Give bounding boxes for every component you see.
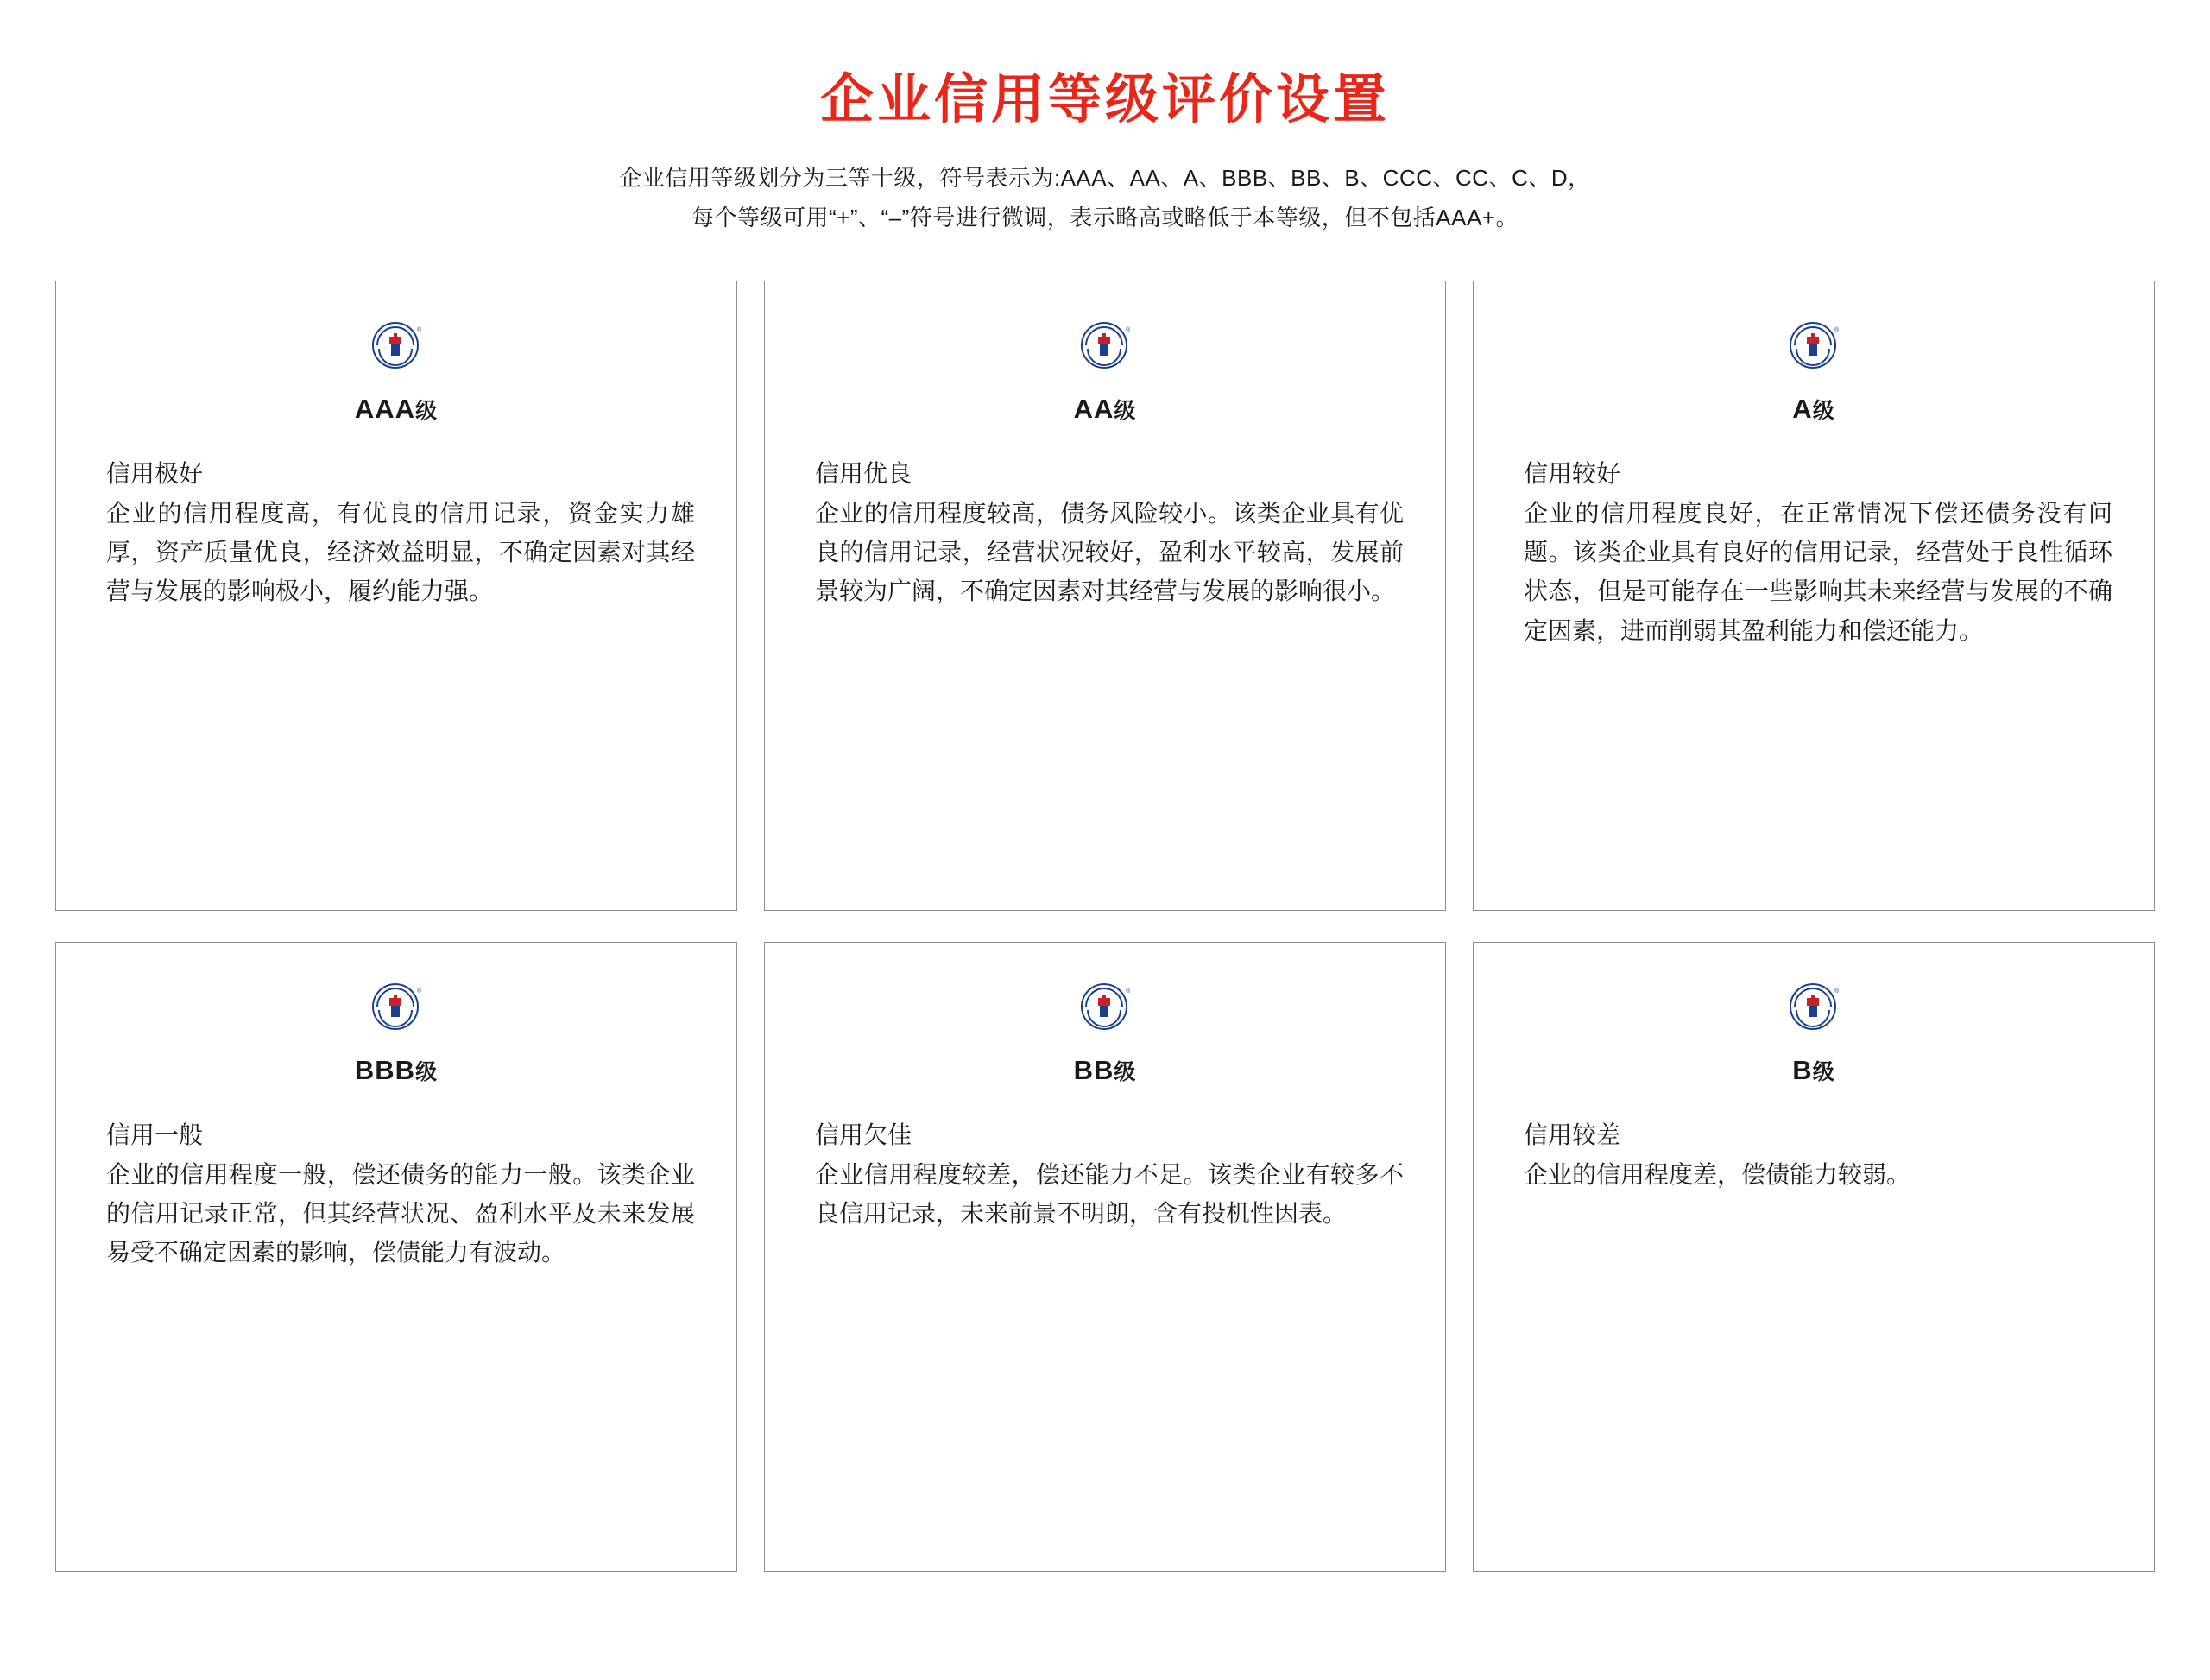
card-grade-label <box>56 1033 736 1086</box>
card-logo-wrap <box>56 943 736 1033</box>
card-description: 企业信用程度较差，偿还能力不足。该类企业有较多不良信用记录，未来前景不明朗，含有投机性因表。 <box>815 1160 1404 1227</box>
grade-card-bbb <box>55 942 737 1572</box>
card-description: 企业的信用程度一般，偿还债务的能力一般。该类企业的信用记录正常，但其经营状况、盈利水平及未来发展易受不确定因素的影响，偿债能力有波动。 <box>106 1160 695 1266</box>
card-grade-label <box>1474 371 2154 425</box>
card-description: 企业的信用程度高，有优良的信用记录，资金实力雄厚，资产质量优良，经济效益明显，不确定因素对其经营与发展的影响极小，履约能力强。 <box>106 499 695 605</box>
page-title: 企业信用等级评价设置 <box>819 70 1390 129</box>
card-lead: 信用欠佳 <box>815 1121 912 1149</box>
credit-rating-seal-logo-icon <box>1079 981 1131 1033</box>
credit-rating-seal-logo-icon <box>370 319 422 371</box>
grade-card-bb <box>764 942 1446 1572</box>
grade-suffix: 级 <box>1114 399 1137 424</box>
card-body <box>765 1086 1445 1233</box>
card-body <box>56 1086 736 1272</box>
grade-code: A <box>1792 394 1813 425</box>
card-description: 企业的信用程度较高，债务风险较小。该类企业具有优良的信用记录，经营状况较好，盈利水平较高，发展前景较为广阔，不确定因素对其经营与发展的影响很小。 <box>815 499 1404 605</box>
grade-suffix: 级 <box>415 399 439 424</box>
card-logo-wrap <box>765 281 1445 371</box>
grade-card-a <box>1473 281 2155 911</box>
grade-suffix: 级 <box>415 1060 439 1085</box>
svg-text:®: ® <box>1126 327 1131 334</box>
card-lead: 信用较好 <box>1524 460 1621 488</box>
grade-card-grid <box>39 237 2171 1572</box>
card-logo-wrap <box>56 281 736 371</box>
card-grade-label <box>765 371 1445 425</box>
grade-code: BBB <box>354 1055 416 1086</box>
grade-card-b <box>1473 942 2155 1572</box>
svg-text:®: ® <box>1834 327 1840 334</box>
credit-rating-seal-logo-icon <box>1079 319 1131 371</box>
card-body <box>765 425 1445 610</box>
svg-text:®: ® <box>1126 988 1131 995</box>
card-lead: 信用一般 <box>106 1121 204 1149</box>
card-logo-wrap <box>1474 943 2154 1033</box>
card-lead: 信用较差 <box>1524 1121 1621 1149</box>
subtitle-line-2: 每个等级可用“+”、“–”符号进行微调，表示略高或略低于本等级，但不包括AAA+。 <box>691 204 1519 231</box>
card-grade-label <box>765 1033 1445 1086</box>
grade-code: BB <box>1073 1055 1114 1086</box>
card-lead: 信用优良 <box>815 460 912 488</box>
grade-code: B <box>1792 1055 1813 1086</box>
subtitle-line-1: 企业信用等级划分为三等十级，符号表示为:AAA、AA、A、BBB、BB、B、CCC、CC、C、D， <box>619 165 1591 192</box>
card-description: 企业的信用程度良好，在正常情况下偿还债务没有问题。该类企业具有良好的信用记录，经营处于良性循环状态，但是可能存在一些影响其未来经营与发展的不确定因素，进而削弱其盈利能力和偿还能力。 <box>1524 499 2112 644</box>
card-body <box>1474 425 2154 650</box>
grade-card-aa <box>764 281 1446 911</box>
svg-text:®: ® <box>417 327 422 334</box>
card-body <box>1474 1086 2154 1194</box>
card-body <box>56 425 736 610</box>
page-subtitle <box>0 129 2210 237</box>
credit-rating-seal-logo-icon <box>370 981 422 1033</box>
grade-code: AA <box>1073 394 1114 425</box>
credit-rating-seal-logo-icon <box>1788 319 1840 371</box>
card-logo-wrap <box>765 943 1445 1033</box>
grade-suffix: 级 <box>1812 399 1835 424</box>
card-logo-wrap <box>1474 281 2154 371</box>
svg-text:®: ® <box>417 988 422 995</box>
card-grade-label <box>56 371 736 425</box>
svg-text:®: ® <box>1834 988 1840 995</box>
card-grade-label <box>1474 1033 2154 1086</box>
grade-suffix: 级 <box>1114 1060 1137 1085</box>
credit-rating-seal-logo-icon <box>1788 981 1840 1033</box>
grade-card-aaa <box>55 281 737 911</box>
card-lead: 信用极好 <box>106 460 204 488</box>
grade-suffix: 级 <box>1812 1060 1835 1085</box>
grade-code: AAA <box>354 394 416 425</box>
card-description: 企业的信用程度差，偿债能力较弱。 <box>1524 1160 1911 1188</box>
